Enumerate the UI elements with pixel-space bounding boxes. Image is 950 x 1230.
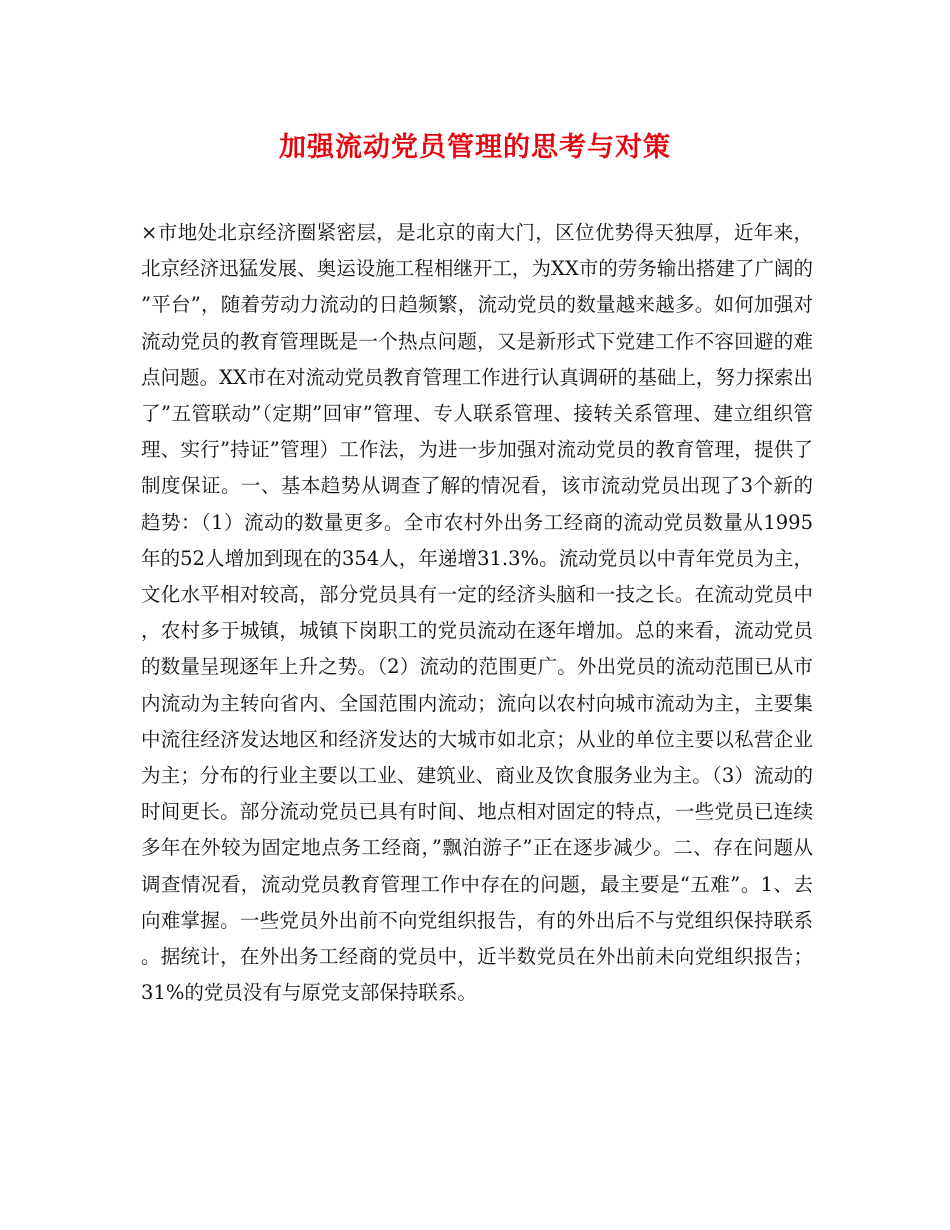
document-body-paragraph: ×市地处北京经济圈紧密层，是北京的南大门，区位优势得天独厚，近年来，北京经济迅猛发展、奥运设施工程相继开工，为XX市的劳务输出搭建了广阔的”平台”，随着劳动力流动的日趋频繁，流动党员的数量越来越多。如何加强对流动党员的教育管理既是一个热点问题，又是新形式下党建工作不容回避的难点问题。XX市在对流动党员教育管理工作进行认真调研的基础上，努力探索出了”五管联动”（定期”回审”管理、专人联系管理、接转关系管理、建立组织管理、实行”持证”管理）工作法，为进一步加强对流动党员的教育管理，提供了制度保证。一、基本趋势从调查了解的情况看，该市流动党员出现了3个新的趋势：（1）流动的数量更多。全市农村外出务工经商的流动党员数量从1995年的52人增加到现在的354人，年递增31.3%。流动党员以中青年党员为主，文化水平相对较高，部分党员具有一定的经济头脑和一技之长。在流动党员中，农村多于城镇，城镇下岗职工的党员流动在逐年增加。总的来看，流动党员的数量呈现逐年上升之势。（2）流动的范围更广。外出党员的流动范围已从市内流动为主转向省内、全国范围内流动；流向以农村向城市流动为主，主要集中流往经济发达地区和经济发达的大城市如北京；从业的单位主要以私营企业为主；分布的行业主要以工业、建筑业、商业及饮食服务业为主。（3）流动的时间更长。部分流动党员已具有时间、地点相对固定的特点，一些党员已连续多年在外较为固定地点务工经商，”飘泊游子”正在逐步减少。二、存在问题从调查情况看，流动党员教育管理工作中存在的问题，最主要是“五难”。1、去向难掌握。一些党员外出前不向党组织报告，有的外出后不与党组织保持联系。据统计，在外出务工经商的党员中，近半数党员在外出前未向党组织报告；31%的党员没有与原党支部保持联系。 xyxy=(141,221,813,1005)
document-title: 加强流动党员管理的思考与对策 xyxy=(279,132,671,163)
